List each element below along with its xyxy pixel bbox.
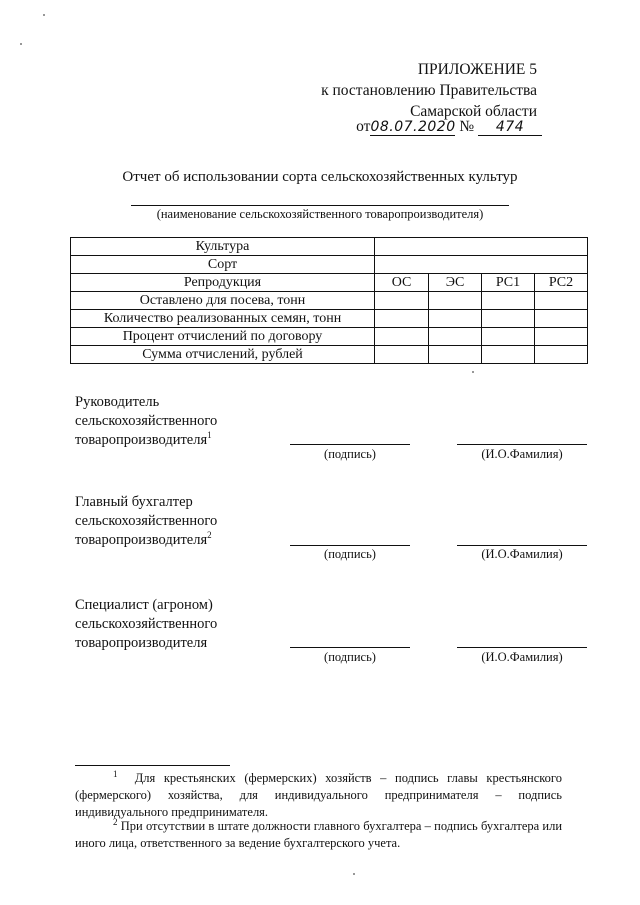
row-label-sum: Сумма отчислений, рублей (71, 346, 375, 364)
table-cell[interactable] (375, 292, 429, 310)
signature-label-head (75, 393, 217, 450)
signature-line[interactable] (290, 647, 410, 648)
table-row (71, 328, 588, 346)
label-line: товаропроизводителя$^2$ (75, 530, 212, 548)
row-label-left-for-sowing: Оставлено для посева, тонн (71, 292, 375, 310)
row-label-percent: Процент отчислений по договору (71, 328, 375, 346)
annex-date-number (356, 116, 542, 137)
label-line: товаропроизводителя$^1$ (75, 430, 212, 448)
table-cell[interactable] (535, 328, 588, 346)
table-cell[interactable] (482, 310, 535, 328)
scan-speck (43, 14, 45, 16)
footnote-text: Для крестьянских (фермерских) хозяйств – подпись главы крестьянского (фермерского) хозяйства, для индивидуального предпринимателя – подпись индивидуального предпринимателя. (75, 771, 563, 819)
table-cell[interactable] (375, 346, 429, 364)
row-label-variety: Сорт (71, 256, 375, 274)
date-prefix: от (356, 118, 371, 135)
label-line: Главный бухгалтер (75, 494, 193, 510)
table-cell[interactable] (535, 292, 588, 310)
name-line[interactable] (457, 647, 587, 648)
signature-label-accountant (75, 493, 217, 550)
table-cell[interactable] (429, 292, 482, 310)
label-line: Руководитель (75, 394, 160, 410)
table-row (71, 238, 588, 256)
column-header-os: ОС (375, 274, 429, 292)
annex-title: ПРИЛОЖЕНИЕ 5 (417, 61, 537, 78)
name-line[interactable] (457, 545, 587, 546)
label-line: сельскохозяйственного (75, 616, 218, 632)
scan-speck (353, 873, 355, 875)
producer-name-caption: (наименование сельскохозяйственного товаропроизводителя) (156, 207, 484, 221)
footnote-text: При отсутствии в штате должности главного бухгалтера – подпись бухгалтера или иного лица, ответственного за ведение бухгалтерского учета. (75, 819, 563, 850)
table-row (71, 256, 588, 274)
table-row (71, 274, 588, 292)
signature-caption: (подпись) (324, 447, 376, 461)
table-cell[interactable] (535, 346, 588, 364)
variety-value-cell[interactable] (375, 256, 588, 274)
name-line[interactable] (457, 444, 587, 445)
column-header-rs2: РС2 (535, 274, 588, 292)
table-cell[interactable] (375, 328, 429, 346)
name-caption: (И.О.Фамилия) (481, 447, 563, 461)
annex-line-resolution: к постановлению Правительства (321, 82, 537, 99)
signature-line[interactable] (290, 444, 410, 445)
label-line: Специалист (агроном) (75, 597, 213, 613)
table-cell[interactable] (429, 346, 482, 364)
row-label-reproduction: Репродукция (71, 274, 375, 292)
column-header-es: ЭС (429, 274, 482, 292)
signature-caption: (подпись) (324, 650, 376, 664)
scan-speck (472, 371, 474, 373)
label-line: сельскохозяйственного (75, 413, 218, 429)
signature-line[interactable] (290, 545, 410, 546)
table-row (71, 346, 588, 364)
table-cell[interactable] (482, 328, 535, 346)
scan-speck (20, 43, 22, 45)
label-line: сельскохозяйственного (75, 513, 218, 529)
footnote-ref-2: 2 (207, 530, 212, 541)
signature-label-agronomist (75, 596, 217, 653)
annex-line-region: Самарской области (410, 103, 537, 120)
footnote-mark: 2 (113, 816, 118, 827)
table-cell[interactable] (535, 310, 588, 328)
column-header-rs1: РС1 (482, 274, 535, 292)
culture-value-cell[interactable] (375, 238, 588, 256)
table-row (71, 310, 588, 328)
footnote-ref-1: 1 (207, 430, 212, 441)
signature-caption: (подпись) (324, 547, 376, 561)
footnote-1 (75, 770, 562, 821)
table-cell[interactable] (375, 310, 429, 328)
producer-name-line[interactable] (131, 205, 509, 206)
row-label-seeds-sold: Количество реализованных семян, тонн (71, 310, 375, 328)
footnote-2 (75, 818, 562, 852)
handwritten-number: 474 (478, 119, 542, 136)
handwritten-date: 08.07.2020 (370, 119, 456, 135)
table-cell[interactable] (429, 328, 482, 346)
label-line: товаропроизводителя (75, 635, 208, 651)
report-table (70, 237, 588, 364)
footnote-mark: 1 (113, 768, 118, 779)
table-cell[interactable] (429, 310, 482, 328)
table-row (71, 292, 588, 310)
row-label-culture: Культура (71, 238, 375, 256)
footnote-separator (75, 765, 230, 766)
report-title: Отчет об использовании сорта сельскохозяйственных культур (122, 169, 518, 185)
name-caption: (И.О.Фамилия) (481, 650, 563, 664)
name-caption: (И.О.Фамилия) (481, 547, 563, 561)
number-sign: № (459, 118, 475, 135)
table-cell[interactable] (482, 292, 535, 310)
table-cell[interactable] (482, 346, 535, 364)
